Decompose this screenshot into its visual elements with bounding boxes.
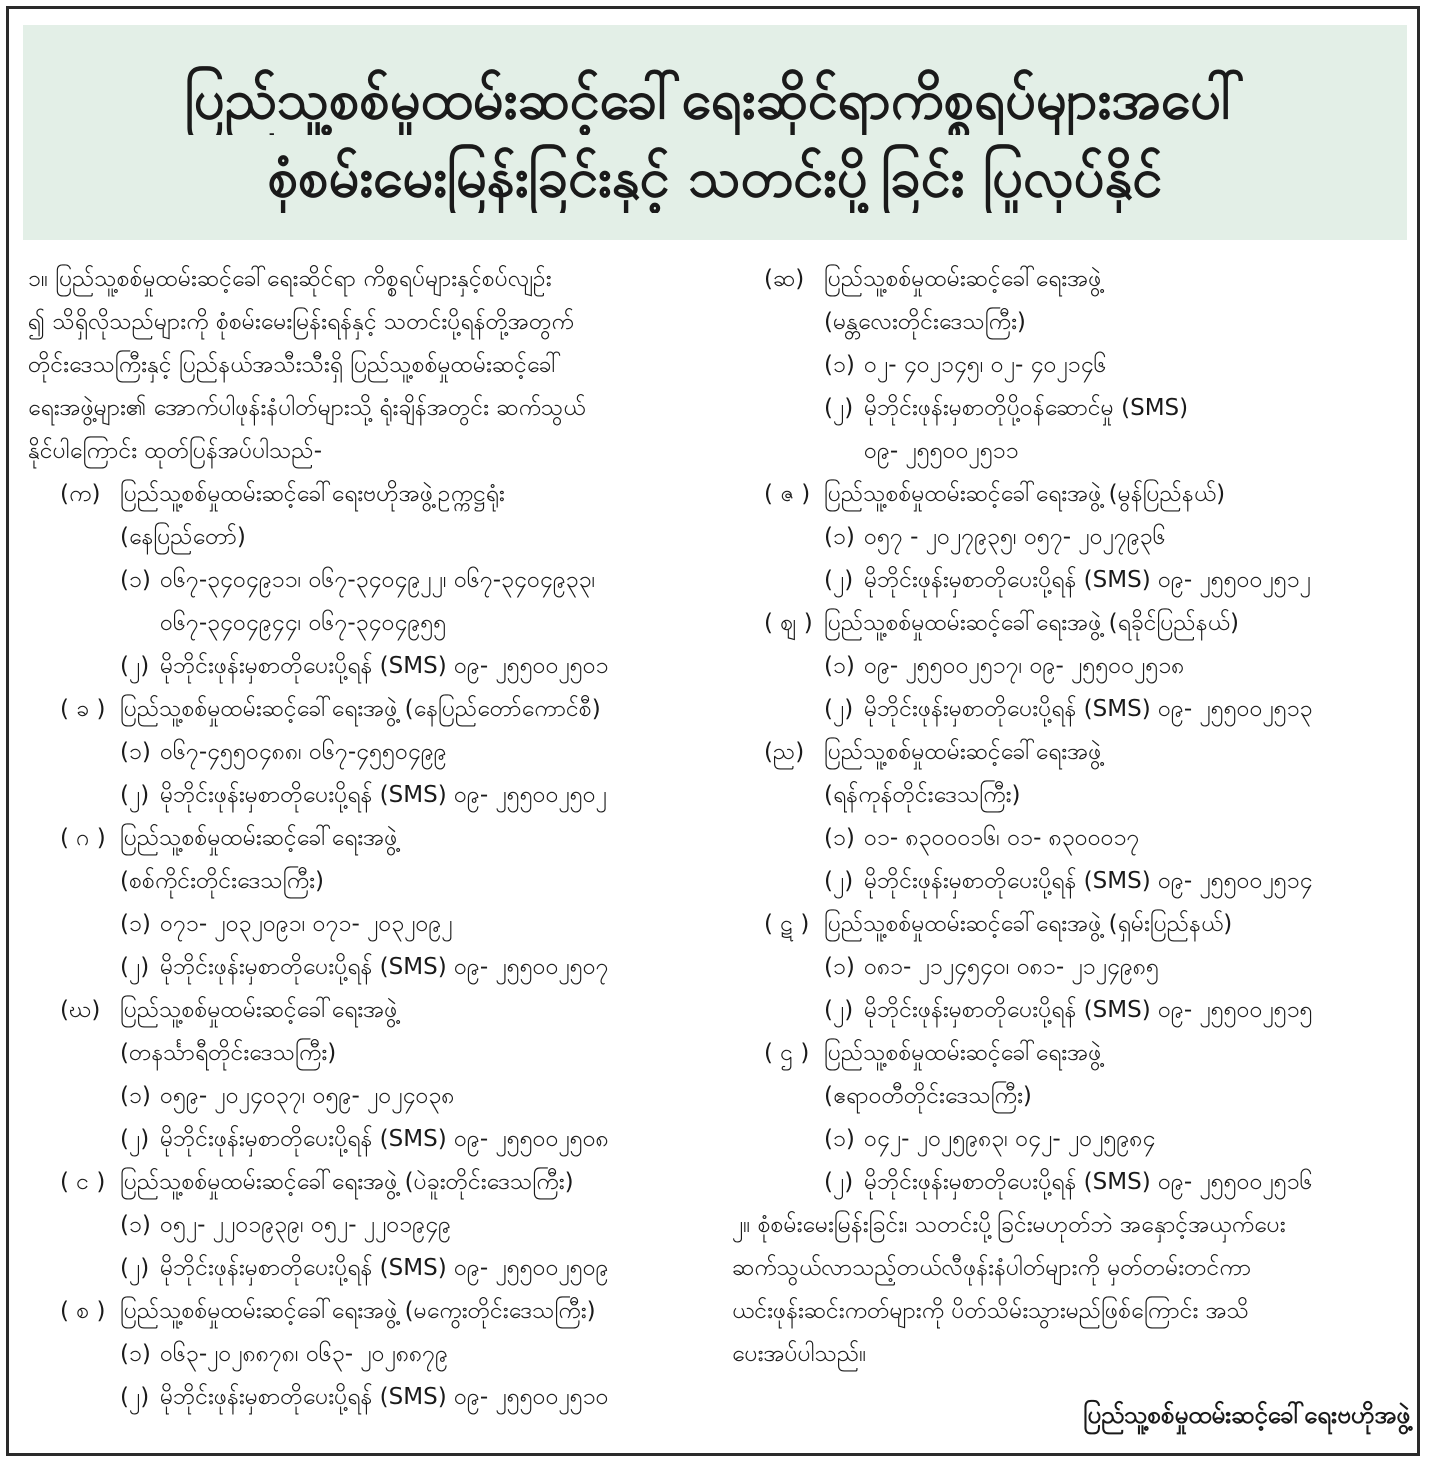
notice-header bbox=[23, 25, 1407, 240]
item-label: (၁) bbox=[824, 653, 855, 679]
item-label: (၂) bbox=[824, 997, 854, 1023]
item-label: (၁) bbox=[824, 825, 855, 851]
item-label: (၁) bbox=[120, 567, 151, 593]
closing-line: ဆက်သွယ်လာသည့်တယ်လီဖုန်းနံပါတ်များကို မှတ်တမ်းတင်ကာ bbox=[732, 1255, 1252, 1281]
item-label: (၂) bbox=[120, 954, 150, 980]
item-text: ၀၆၃-၂၀၂၈၈၇၈၊ ၀၆၃- ၂၀၂၈၈၇၉ bbox=[160, 1341, 449, 1367]
item-text: ၀၇၁- ၂၀၃၂၀၉၁၊ ၀၇၁- ၂၀၃၂၀၉၂ bbox=[160, 911, 453, 937]
item-text: ပြည်သူ့စစ်မှုထမ်းဆင့်ခေါ်ရေးအဖွဲ့ (ပဲခူးတိုင်းဒေသကြီး) bbox=[120, 1169, 574, 1195]
item-text: (စစ်ကိုင်းတိုင်းဒေသကြီး) bbox=[120, 868, 324, 894]
item-label: ( ဈ ) bbox=[764, 610, 813, 636]
item-label: ( င ) bbox=[60, 1169, 106, 1195]
item-label: (၂) bbox=[824, 1169, 854, 1195]
intro-line: နိုင်ပါကြောင်း ထုတ်ပြန်အပ်ပါသည်- bbox=[28, 438, 323, 464]
intro-line: ၁။ ပြည်သူ့စစ်မှုထမ်းဆင့်ခေါ်ရေးဆိုင်ရာ ကိစ္စရပ်များနှင့်စပ်လျဉ်း bbox=[28, 266, 552, 292]
item-text: ၀၅၇ - ၂၀၂၇၉၃၅၊ ၀၅၇- ၂၀၂၇၉၃၆ bbox=[864, 524, 1166, 550]
item-label: (၁) bbox=[120, 1083, 151, 1109]
item-text: မိုဘိုင်းဖုန်းမှစာတိုပေးပို့ရန် (SMS) ၀၉- ၂၅၅၀၀၂၅၁၆ bbox=[864, 1169, 1313, 1195]
item-label: (၁) bbox=[824, 352, 855, 378]
item-text: ပြည်သူ့စစ်မှုထမ်းဆင့်ခေါ်ရေးအဖွဲ့ bbox=[120, 825, 398, 851]
item-label: (၂) bbox=[824, 567, 854, 593]
item-text: ပြည်သူ့စစ်မှုထမ်းဆင့်ခေါ်ရေးအဖွဲ့ bbox=[824, 1040, 1102, 1066]
item-label: (၁) bbox=[120, 739, 151, 765]
item-text: ပြည်သူ့စစ်မှုထမ်းဆင့်ခေါ်ရေးအဖွဲ့ (ရခိုင်ပြည်နယ်) bbox=[824, 610, 1239, 636]
item-label: (၁) bbox=[120, 1212, 151, 1238]
item-text: ၀၅၂- ၂၂၀၁၉၃၉၊ ၀၅၂- ၂၂၀၁၉၄၉ bbox=[160, 1212, 452, 1238]
item-text: မိုဘိုင်းဖုန်းမှစာတိုပေးပို့ရန် (SMS) ၀၉- ၂၅၅၀၀၂၅၀၇ bbox=[160, 954, 609, 980]
item-text: ပြည်သူ့စစ်မှုထမ်းဆင့်ခေါ်ရေးအဖွဲ့ (မကွေးတိုင်းဒေသကြီး) bbox=[120, 1298, 596, 1324]
item-text: ပြည်သူ့စစ်မှုထမ်းဆင့်ခေါ်ရေးဗဟိုအဖွဲ့ဥက္ကဋ္ဌရုံး bbox=[120, 481, 505, 507]
item-text: ၀၉- ၂၅၅၀၀၂၅၁၇၊ ၀၉- ၂၅၅၀၀၂၅၁၈ bbox=[864, 653, 1185, 679]
item-label: (၁) bbox=[824, 954, 855, 980]
signature: ပြည်သူ့စစ်မှုထမ်းဆင့်ခေါ်ရေးဗဟိုအဖွဲ့ bbox=[1083, 1401, 1410, 1429]
intro-line: ရေးအဖွဲ့များ၏ အောက်ပါဖုန်းနံပါတ်များသို့ ရုံးချိန်အတွင်း ဆက်သွယ် bbox=[28, 395, 586, 421]
item-label: (ည) bbox=[764, 739, 805, 765]
item-text: (ဧရာဝတီတိုင်းဒေသကြီး) bbox=[824, 1083, 1032, 1109]
item-text: ၀၈၁- ၂၁၂၄၅၄၀၊ ၀၈၁- ၂၁၂၄၉၈၅ bbox=[864, 954, 1159, 980]
item-text: ၀၆၇-၃၄၀၄၉၄၄၊ ၀၆၇-၃၄၀၄၉၅၅ bbox=[160, 610, 447, 636]
item-label: (၁) bbox=[120, 1341, 151, 1367]
intro-paragraph bbox=[28, 258, 708, 473]
item-text: မိုဘိုင်းဖုန်းမှစာတိုပေးပို့ရန် (SMS) ၀၉- ၂၅၅၀၀၂၅၀၉ bbox=[160, 1255, 609, 1281]
item-label: (ဆ) bbox=[764, 266, 805, 292]
item-text: မိုဘိုင်းဖုန်းမှစာတိုပေးပို့ရန် (SMS) ၀၉- ၂၅၅၀၀၂၅၁၅ bbox=[864, 997, 1313, 1023]
item-text: မိုဘိုင်းဖုန်းမှစာတိုပေးပို့ရန် (SMS) ၀၉- ၂၅၅၀၀၂၅၀၈ bbox=[160, 1126, 609, 1152]
item-label: (၁) bbox=[824, 524, 855, 550]
item-label: ( ဂ ) bbox=[60, 825, 106, 851]
intro-line: ၍ သိရှိလိုသည်များကို စုံစမ်းမေးမြန်းရန်နှင့် သတင်းပို့ရန်တို့အတွက် bbox=[28, 309, 574, 335]
item-text: ပြည်သူ့စစ်မှုထမ်းဆင့်ခေါ်ရေးအဖွဲ့ (မွန်ပြည်နယ်) bbox=[824, 481, 1226, 507]
item-text: (ရန်ကုန်တိုင်းဒေသကြီး) bbox=[824, 782, 1021, 808]
item-text: ပြည်သူ့စစ်မှုထမ်းဆင့်ခေါ်ရေးအဖွဲ့ bbox=[824, 739, 1102, 765]
item-text: ပြည်သူ့စစ်မှုထမ်းဆင့်ခေါ်ရေးအဖွဲ့ (ရှမ်းပြည်နယ်) bbox=[824, 911, 1233, 937]
title-line-1: ပြည်သူ့စစ်မှုထမ်းဆင့်ခေါ်ရေးဆိုင်ရာကိစ္စရပ်များအပေါ် bbox=[184, 68, 1246, 131]
item-label: (၂) bbox=[120, 1126, 150, 1152]
item-label: (၂) bbox=[120, 1384, 150, 1410]
item-text: မိုဘိုင်းဖုန်းမှစာတိုပေးပို့ရန် (SMS) ၀၉- ၂၅၅၀၀၂၅၁၀ bbox=[160, 1384, 609, 1410]
left-column bbox=[28, 258, 708, 1410]
item-label: (ဃ) bbox=[60, 997, 101, 1023]
item-text: ပြည်သူ့စစ်မှုထမ်းဆင့်ခေါ်ရေးအဖွဲ့ bbox=[824, 266, 1102, 292]
item-text: ၀၆၇-၃၄၀၄၉၁၁၊ ၀၆၇-၃၄၀၄၉၂၂၊ ၀၆၇-၃၄၀၄၉၃၃၊ bbox=[160, 567, 596, 593]
item-label: (၂) bbox=[824, 868, 854, 894]
closing-paragraph bbox=[732, 1204, 1407, 1376]
item-label: ( ဌ ) bbox=[764, 1040, 810, 1066]
item-text: (တနင်္သာရီတိုင်းဒေသကြီး) bbox=[120, 1040, 337, 1066]
item-label: ( ခ ) bbox=[60, 696, 106, 722]
item-text: မိုဘိုင်းဖုန်းမှစာတိုပေးပို့ရန် (SMS) ၀၉- ၂၅၅၀၀၂၅၀၂ bbox=[160, 782, 607, 808]
item-text: (မန္တလေးတိုင်းဒေသကြီး) bbox=[824, 309, 1026, 335]
item-label: (က) bbox=[60, 481, 101, 507]
item-text: မိုဘိုင်းဖုန်းမှစာတိုပေးပို့ရန် (SMS) ၀၉- ၂၅၅၀၀၂၅၀၁ bbox=[160, 653, 609, 679]
item-text: ၀၂- ၄၀၂၁၄၅၊ ၀၂- ၄၀၂၁၄၆ bbox=[864, 352, 1107, 378]
item-label: (၁) bbox=[824, 1126, 855, 1152]
item-label: ( စ ) bbox=[60, 1298, 106, 1324]
item-text: ၀၉- ၂၅၅၀၀၂၅၁၁ bbox=[864, 438, 1019, 464]
closing-line: ပေးအပ်ပါသည်။ bbox=[732, 1341, 867, 1367]
closing-line: ၂။ စုံစမ်းမေးမြန်းခြင်း၊ သတင်းပို့ခြင်းမဟုတ်ဘဲ အနှောင့်အယှက်ပေး bbox=[732, 1212, 1286, 1238]
item-text: မိုဘိုင်းဖုန်းမှစာတိုပေးပို့ရန် (SMS) ၀၉- ၂၅၅၀၀၂၅၁၄ bbox=[864, 868, 1313, 894]
item-text: ပြည်သူ့စစ်မှုထမ်းဆင့်ခေါ်ရေးအဖွဲ့ (နေပြည်တော်ကောင်စီ) bbox=[120, 696, 601, 722]
item-text: ၀၆၇-၄၅၅၀၄၈၈၊ ၀၆၇-၄၅၅၀၄၉၉ bbox=[160, 739, 447, 765]
item-label: (၂) bbox=[120, 1255, 150, 1281]
item-label: (၂) bbox=[120, 782, 150, 808]
intro-line: တိုင်းဒေသကြီးနှင့် ပြည်နယ်အသီးသီးရှိ ပြည်သူ့စစ်မှုထမ်းဆင့်ခေါ် bbox=[28, 352, 562, 378]
item-label: (၂) bbox=[120, 653, 150, 679]
item-label: ( ဋ ) bbox=[764, 911, 810, 937]
title-line-2: စုံစမ်းမေးမြန်းခြင်းနှင့် သတင်းပို့ခြင်း ပြုလုပ်နိုင် bbox=[267, 146, 1163, 209]
item-text: ၀၄၂- ၂၀၂၅၉၈၃၊ ၀၄၂- ၂၀၂၅၉၈၄ bbox=[864, 1126, 1156, 1152]
item-text: ပြည်သူ့စစ်မှုထမ်းဆင့်ခေါ်ရေးအဖွဲ့ bbox=[120, 997, 398, 1023]
item-label: (၁) bbox=[120, 911, 151, 937]
closing-line: ယင်းဖုန်းဆင်းကတ်များကို ပိတ်သိမ်းသွားမည်ဖြစ်ကြောင်း အသိ bbox=[732, 1298, 1250, 1324]
item-text: ၀၁- ၈၃၀၀၀၁၆၊ ၀၁- ၈၃၀၀၀၁၇ bbox=[864, 825, 1140, 851]
item-text: (နေပြည်တော်) bbox=[120, 524, 246, 550]
item-text: မိုဘိုင်းဖုန်းမှစာတိုပို့ဝန်ဆောင်မှု (SMS) bbox=[864, 395, 1189, 421]
item-label: (၂) bbox=[824, 395, 854, 421]
item-label: ( ဇ ) bbox=[764, 481, 811, 507]
item-text: ၀၅၉- ၂၀၂၄၀၃၇၊ ၀၅၉- ၂၀၂၄၀၃၈ bbox=[160, 1083, 455, 1109]
item-label: (၂) bbox=[824, 696, 854, 722]
item-text: မိုဘိုင်းဖုန်းမှစာတိုပေးပို့ရန် (SMS) ၀၉- ၂၅၅၀၀၂၅၁၃ bbox=[864, 696, 1313, 722]
item-text: မိုဘိုင်းဖုန်းမှစာတိုပေးပို့ရန် (SMS) ၀၉- ၂၅၅၀၀၂၅၁၂ bbox=[864, 567, 1311, 593]
